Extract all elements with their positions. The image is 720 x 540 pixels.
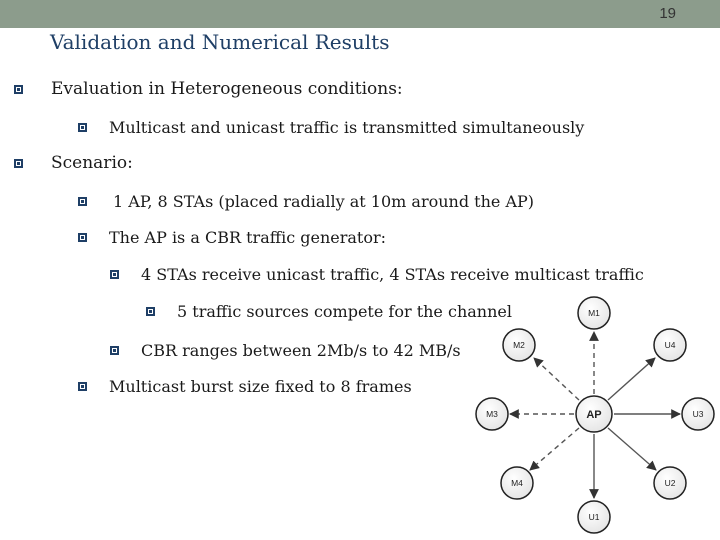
slide-title: Validation and Numerical Results [50, 30, 390, 54]
link-ap-m2 [534, 358, 579, 400]
bullet-text: 1 AP, 8 STAs (placed radially at 10m around the AP) [113, 192, 535, 211]
node-label-m1: M1 [588, 308, 600, 318]
bullet-text: Scenario: [51, 153, 133, 173]
node-label-m4: M4 [511, 478, 523, 488]
bullet-text: Evaluation in Heterogeneous conditions: [51, 79, 403, 99]
bullet-text: Multicast burst size fixed to 8 frames [109, 377, 412, 396]
bullet-text: 5 traffic sources compete for the channel [177, 302, 512, 321]
bullet-text: Multicast and unicast traffic is transmitted simultaneously [109, 118, 585, 137]
link-ap-u4 [608, 358, 655, 400]
bullet-text: CBR ranges between 2Mb/s to 42 MB/s [141, 341, 461, 360]
node-label-u2: U2 [664, 478, 676, 488]
link-ap-u2 [608, 428, 656, 470]
node-label-m3: M3 [486, 409, 498, 419]
node-label-u4: U4 [664, 340, 676, 350]
node-label-u1: U1 [588, 512, 600, 522]
node-label-ap: AP [586, 409, 602, 421]
link-ap-m4 [530, 428, 579, 470]
bullet-text: 4 STAs receive unicast traffic, 4 STAs receive multicast traffic [141, 265, 644, 284]
node-label-m2: M2 [513, 340, 525, 350]
slide-number: 19 [659, 5, 676, 22]
bullet-text: The AP is a CBR traffic generator: [109, 228, 387, 247]
node-label-u3: U3 [692, 409, 704, 419]
